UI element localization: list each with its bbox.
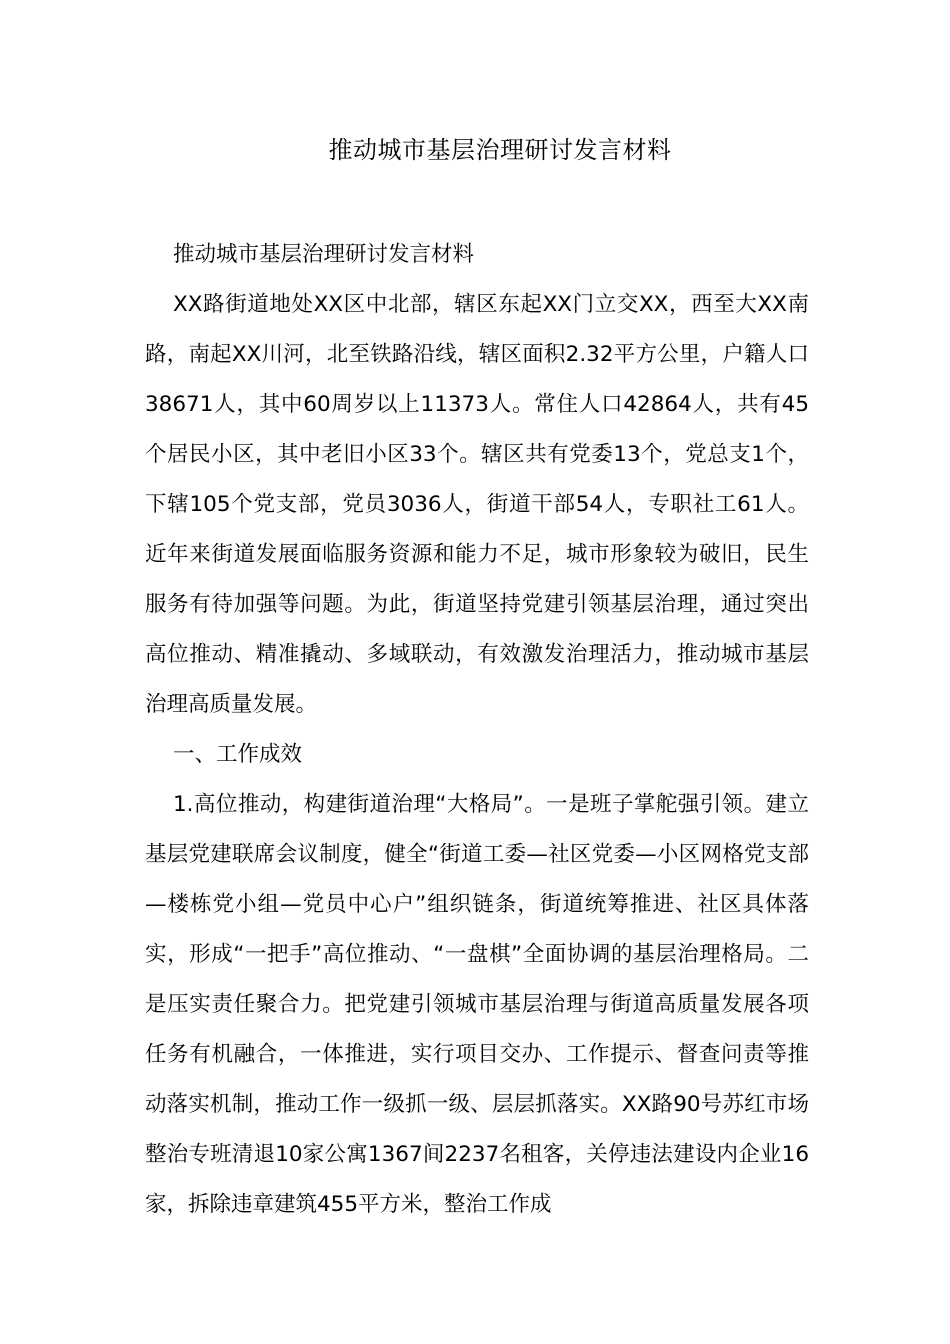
- document-body: [145, 230, 809, 1230]
- section-heading: 一、工作成效: [173, 742, 303, 767]
- section-paragraph: 1.高位推动，构建街道治理“大格局”。一是班子掌舵强引领。建立基层党建联席会议制度，健全“街道工委—社区党委—小区网格党支部—楼栋党小组—党员中心户”组织链条，街道统筹推进、社区具体落实，形成“一把手”高位推动、“一盘棋”全面协调的基层治理格局。二是压实责任聚合力。把党建引领城市基层治理与街道高质量发展各项任务有机融合，一体推进，实行项目交办、工作提示、督查问责等推动落实机制，推动工作一级抓一级、层层抓落实。XX路90号苏红市场整治专班清退10家公寓1367间2237名租客，关停违法建设内企业16家，拆除违章建筑455平方米，整治工作成: [145, 792, 809, 1217]
- intro-heading-paragraph: 推动城市基层治理研讨发言材料: [173, 242, 475, 267]
- overview-paragraph: XX路街道地处XX区中北部，辖区东起XX门立交XX，西至大XX南路，南起XX川河，北至铁路沿线，辖区面积2.32平方公里，户籍人口38671人，其中60周岁以上11373人。常住人口42864人，共有45个居民小区，其中老旧小区33个。辖区共有党委13个，党总支1个，下辖105个党支部，党员3036人，街道干部54人，专职社工61人。近年来街道发展面临服务资源和能力不足，城市形象较为破旧，民生服务有待加强等问题。为此，街道坚持党建引领基层治理，通过突出高位推动、精准撬动、多域联动，有效激发治理活力，推动城市基层治理高质量发展。: [145, 292, 809, 717]
- document-title: 推动城市基层治理研讨发言材料: [328, 136, 672, 164]
